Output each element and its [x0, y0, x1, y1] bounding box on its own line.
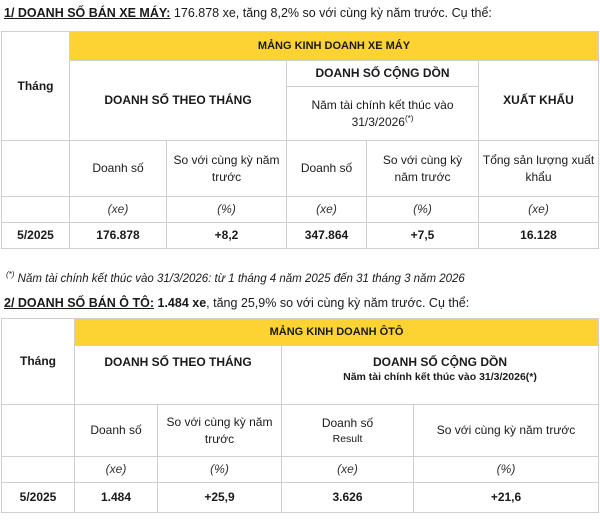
cumulative-sales-header: DOANH SỐ CỘNG DỒN	[373, 355, 508, 369]
row-monthly-sales: 1.484	[75, 483, 158, 513]
month-header: Tháng	[2, 319, 75, 405]
row-cumulative-sales: 3.626	[282, 483, 414, 513]
col-cumulative-yoy-label: So với cùng kỳ năm trước	[367, 141, 479, 197]
section2-heading-value: 1.484 xe	[154, 296, 207, 310]
row-cumulative-yoy: +21,6	[414, 483, 599, 513]
unit-percent: (%)	[158, 457, 282, 483]
monthly-sales-header: DOANH SỐ THEO THÁNG	[75, 346, 282, 405]
section2-heading-text: , tăng 25,9% so với cùng kỳ năm trước. Cụ thể:	[206, 296, 470, 310]
col-export-total-label: Tổng sản lượng xuất khẩu	[479, 141, 599, 197]
col-sales-label: Doanh số	[70, 141, 167, 197]
unit-vehicles: (xe)	[282, 457, 414, 483]
col-yoy-label: So với cùng kỳ năm trước	[158, 405, 282, 457]
row-month: 5/2025	[2, 483, 75, 513]
col-sales-label: Doanh số	[75, 405, 158, 457]
fiscal-year-note: Năm tài chính kết thúc vào 31/3/2026(*)	[287, 87, 479, 141]
row-monthly-yoy: +25,9	[158, 483, 282, 513]
unit-vehicles: (xe)	[479, 197, 599, 223]
section2-heading-bold: 2/ DOANH SỐ BÁN Ô TÔ:	[4, 296, 155, 310]
row-cumulative-sales: 347.864	[287, 223, 367, 249]
row-monthly-yoy: +8,2	[167, 223, 287, 249]
motorbike-sales-table	[1, 31, 599, 249]
col-cumulative-sales-cell	[282, 405, 414, 457]
section2-heading	[4, 296, 469, 310]
section1-heading-bold: 1/ DOANH SỐ BÁN XE MÁY:	[4, 6, 171, 20]
col-yoy-label: So với cùng kỳ năm trước	[167, 141, 287, 197]
month-header: Tháng	[2, 32, 70, 141]
empty-cell	[2, 405, 75, 457]
footnote: (*) Năm tài chính kết thúc vào 31/3/2026: từ 1 tháng 4 năm 2025 đến 31 tháng 3 năm 2026	[6, 270, 465, 285]
fiscal-year-note: Năm tài chính kết thúc vào 31/3/2026(*)	[343, 371, 537, 384]
table-row	[2, 223, 599, 249]
empty-cell	[2, 141, 70, 197]
row-month: 5/2025	[2, 223, 70, 249]
unit-vehicles: (xe)	[75, 457, 158, 483]
empty-cell	[2, 197, 70, 223]
col-result-label: Result	[332, 432, 363, 445]
unit-vehicles: (xe)	[70, 197, 167, 223]
car-sales-table	[1, 318, 599, 513]
row-cumulative-yoy: +7,5	[367, 223, 479, 249]
col-cumulative-sales-label: Doanh số	[287, 141, 367, 197]
unit-vehicles: (xe)	[287, 197, 367, 223]
monthly-sales-header: DOANH SỐ THEO THÁNG	[70, 61, 287, 141]
cumulative-sales-header-cell	[282, 346, 599, 405]
col-cumulative-yoy-label: So với cùng kỳ năm trước	[414, 405, 599, 457]
unit-percent: (%)	[167, 197, 287, 223]
row-monthly-sales: 176.878	[70, 223, 167, 249]
business-segment-header: MẢNG KINH DOANH XE MÁY	[70, 32, 599, 61]
unit-percent: (%)	[367, 197, 479, 223]
col-cumulative-sales-label: Doanh số	[321, 416, 374, 431]
cumulative-sales-header: DOANH SỐ CỘNG DỒN	[287, 61, 479, 87]
row-export: 16.128	[479, 223, 599, 249]
table-row	[2, 483, 599, 513]
empty-cell	[2, 457, 75, 483]
section1-heading-text: 176.878 xe, tăng 8,2% so với cùng kỳ năm trước. Cụ thể:	[170, 6, 492, 20]
export-header: XUẤT KHẨU	[479, 61, 599, 141]
section1-heading	[4, 6, 492, 20]
business-segment-header: MẢNG KINH DOANH ÔTÔ	[75, 319, 599, 346]
unit-percent: (%)	[414, 457, 599, 483]
